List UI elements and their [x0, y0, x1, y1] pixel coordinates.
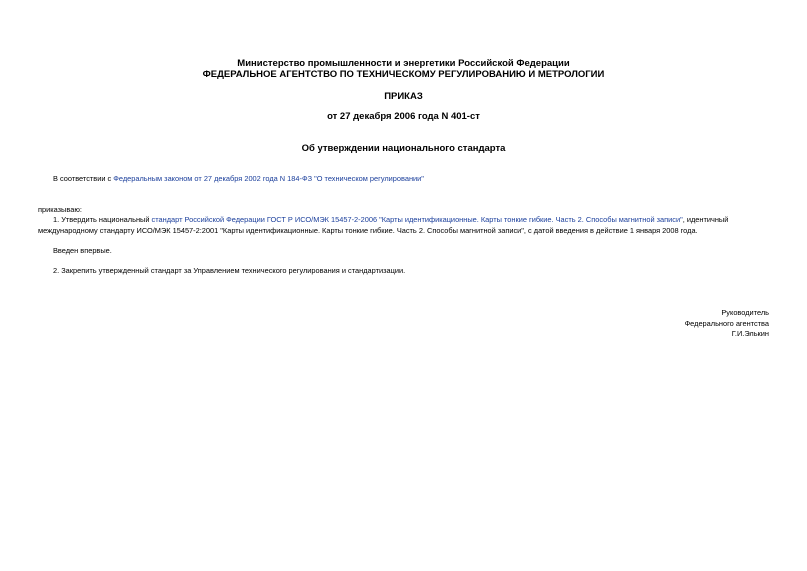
approve-prefix: 1. Утвердить национальный	[53, 215, 152, 224]
paragraph-assign: 2. Закрепить утвержденный стандарт за Управлением технического регулирования и стандартизации.	[53, 266, 406, 275]
paragraph-introduced: Введен впервые.	[53, 246, 112, 255]
approve-suffix: , идентичный международному стандарту ИСО/МЭК 15457-2:2001 "Карты идентификационные. Карты тонкие гибкие. Часть 2. Способы магнитной записи", с датой введения в действие 1 января 2008 года.	[38, 215, 729, 235]
paragraph-basis	[38, 173, 778, 184]
orders-line: приказываю:	[38, 205, 82, 214]
signature-organization: Федерального агентства	[684, 319, 769, 328]
document-date: от 27 декабря 2006 года N 401-ст	[327, 111, 480, 122]
document-type: ПРИКАЗ	[384, 91, 423, 102]
federal-law-link[interactable]: Федеральным законом от 27 декабря 2002 года N 184-ФЗ "О техническом регулировании"	[113, 174, 424, 183]
signature-name: Г.И.Элькин	[731, 329, 769, 338]
signature-position: Руководитель	[721, 308, 769, 317]
standard-link[interactable]: стандарт Российской Федерации ГОСТ Р ИСО/МЭК 15457-2-2006 "Карты идентификационные. Карты тонкие гибкие. Часть 2. Способы магнитной записи"	[151, 215, 683, 224]
ministry-title: Министерство промышленности и энергетики Российской Федерации	[237, 58, 570, 69]
agency-title: ФЕДЕРАЛЬНОЕ АГЕНТСТВО ПО ТЕХНИЧЕСКОМУ РЕГУЛИРОВАНИЮ И МЕТРОЛОГИИ	[202, 69, 605, 80]
document-subject: Об утверждении национального стандарта	[301, 143, 506, 154]
basis-prefix: В соответствии с	[53, 174, 114, 183]
paragraph-approve	[38, 214, 778, 236]
